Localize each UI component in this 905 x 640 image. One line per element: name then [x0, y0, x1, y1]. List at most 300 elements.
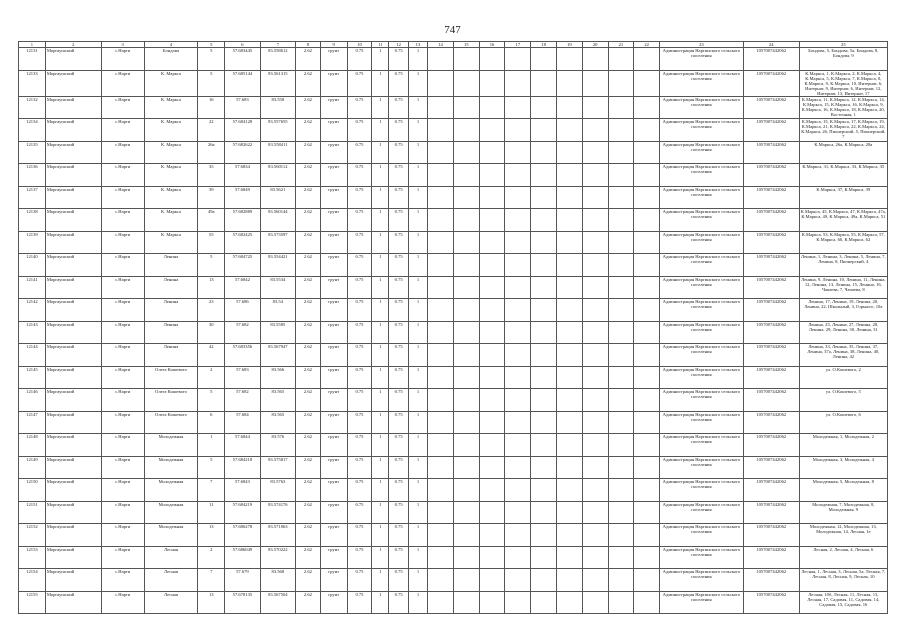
empty-cell — [479, 119, 505, 142]
volume-cell: 0.75 — [347, 479, 372, 502]
empty-cell — [505, 321, 531, 344]
frequency-cell: 1 — [408, 96, 427, 119]
empty-cell — [531, 569, 557, 592]
longitude-cell: 83.568 — [260, 569, 295, 592]
street-cell: Молодежная — [144, 434, 198, 457]
street-cell: Олега Кошевого — [144, 366, 198, 389]
surface-cell: грунт — [320, 344, 347, 367]
district-cell: Моргаушский — [45, 119, 101, 142]
empty-cell — [556, 546, 582, 569]
volume-cell: 0.75 — [347, 299, 372, 322]
empty-cell — [531, 479, 557, 502]
area-cell: 2.62 — [296, 344, 321, 367]
empty-cell — [531, 411, 557, 434]
volume-cell: 0.75 — [347, 164, 372, 187]
empty-cell — [453, 434, 479, 457]
district-cell: Моргаушский — [45, 501, 101, 524]
frequency-cell: 1 — [408, 569, 427, 592]
volume-cell: 0.75 — [347, 254, 372, 277]
empty-cell — [608, 164, 634, 187]
house-cell: 22 — [198, 119, 225, 142]
district-cell: Моргаушский — [45, 344, 101, 367]
empty-cell — [608, 456, 634, 479]
area-cell: 2.62 — [296, 456, 321, 479]
empty-cell — [556, 70, 582, 96]
empty-cell — [428, 344, 454, 367]
empty-cell — [479, 501, 505, 524]
empty-cell — [428, 70, 454, 96]
empty-cell — [428, 501, 454, 524]
organization-cell: Администрация Наргинского сельского поселения — [660, 276, 744, 299]
empty-cell — [505, 501, 531, 524]
empty-cell — [608, 48, 634, 71]
house-cell: 1 — [198, 434, 225, 457]
empty-cell — [531, 254, 557, 277]
served-addresses-cell: К.Маркса, 1, К.Маркса, 2, К.Маркса, 4, К.Маркса, 5, К.Маркса, 7, К.Маркса, 8, К.Маркса, 9, К.Маркса, 10, Интернат, 6, Интернат, 9, Интернат, 6, Интернат, 12, Интернат, 13, Интернат, 17 — [799, 70, 887, 96]
table-row — [19, 164, 888, 187]
empty-cell — [608, 389, 634, 412]
empty-cell — [428, 231, 454, 254]
organization-cell: Администрация Наргинского сельского поселения — [660, 254, 744, 277]
served-addresses-cell: К.Маркса, 15, К.Маркса, 17, К.Маркса, 19, К.Маркса, 21, К.Маркса, 22, К.Маркса, 24, К.Маркса, 26, Пионерский, 5, Пионерский, 7 — [799, 119, 887, 142]
district-cell: Моргаушский — [45, 524, 101, 547]
empty-cell — [428, 209, 454, 232]
column-header: 1 — [19, 42, 46, 48]
table-row — [19, 186, 888, 209]
district-cell: Моргаушский — [45, 254, 101, 277]
empty-cell — [505, 231, 531, 254]
district-cell: Моргаушский — [45, 321, 101, 344]
table-row — [19, 276, 888, 299]
container-count-cell: 1 — [372, 254, 389, 277]
surface-cell: грунт — [320, 434, 347, 457]
settlement-cell: с.Нарги — [101, 344, 144, 367]
area-cell: 2.62 — [296, 366, 321, 389]
settlement-cell: с.Нарги — [101, 70, 144, 96]
container-count-cell: 1 — [372, 456, 389, 479]
container-count-cell: 1 — [372, 344, 389, 367]
settlement-cell: с.Нарги — [101, 141, 144, 164]
ogrn-cell: 1057007442062 — [743, 321, 799, 344]
longitude-cell: 83.557655 — [260, 119, 295, 142]
empty-cell — [479, 524, 505, 547]
table-row — [19, 434, 888, 457]
empty-cell — [556, 119, 582, 142]
container-volume-cell: 0.75 — [389, 434, 408, 457]
latitude-cell: 57.682425 — [225, 231, 260, 254]
house-cell: 13 — [198, 276, 225, 299]
latitude-cell: 57.6849 — [225, 186, 260, 209]
frequency-cell: 1 — [408, 70, 427, 96]
house-cell: 39 — [198, 186, 225, 209]
empty-cell — [531, 209, 557, 232]
empty-cell — [608, 96, 634, 119]
volume-cell: 0.75 — [347, 411, 372, 434]
ogrn-cell: 1057007442062 — [743, 546, 799, 569]
empty-cell — [428, 96, 454, 119]
empty-cell — [634, 254, 660, 277]
column-header: 7 — [260, 42, 295, 48]
house-cell: 7 — [198, 479, 225, 502]
empty-cell — [556, 389, 582, 412]
latitude-cell: 57.684219 — [225, 501, 260, 524]
empty-cell — [582, 141, 608, 164]
house-cell: 16 — [198, 96, 225, 119]
settlement-cell: с.Нарги — [101, 231, 144, 254]
container-count-cell: 1 — [372, 276, 389, 299]
empty-cell — [608, 231, 634, 254]
empty-cell — [556, 479, 582, 502]
empty-cell — [531, 299, 557, 322]
house-cell: 55 — [198, 231, 225, 254]
empty-cell — [582, 48, 608, 71]
empty-cell — [582, 479, 608, 502]
settlement-cell: с.Нарги — [101, 209, 144, 232]
column-header: 19 — [556, 42, 582, 48]
empty-cell — [556, 276, 582, 299]
empty-cell — [479, 299, 505, 322]
longitude-cell: 83.570222 — [260, 546, 295, 569]
longitude-cell: 83.554421 — [260, 254, 295, 277]
empty-cell — [608, 546, 634, 569]
table-row — [19, 524, 888, 547]
container-volume-cell: 0.75 — [389, 276, 408, 299]
empty-cell — [634, 299, 660, 322]
house-cell: 5 — [198, 456, 225, 479]
longitude-cell: 83.5621 — [260, 186, 295, 209]
row-id-cell: 12138 — [19, 209, 46, 232]
row-id-cell: 12140 — [19, 254, 46, 277]
table-row — [19, 389, 888, 412]
frequency-cell: 1 — [408, 186, 427, 209]
empty-cell — [556, 501, 582, 524]
ogrn-cell: 1057007442062 — [743, 119, 799, 142]
district-cell: Моргаушский — [45, 70, 101, 96]
empty-cell — [428, 456, 454, 479]
container-volume-cell: 0.75 — [389, 254, 408, 277]
empty-cell — [634, 96, 660, 119]
row-id-cell: 12155 — [19, 591, 46, 614]
empty-cell — [505, 456, 531, 479]
ogrn-cell: 1057007442062 — [743, 411, 799, 434]
container-volume-cell: 0.75 — [389, 231, 408, 254]
organization-cell: Администрация Наргинского сельского поселения — [660, 591, 744, 614]
empty-cell — [634, 70, 660, 96]
empty-cell — [505, 344, 531, 367]
surface-cell: грунт — [320, 456, 347, 479]
empty-cell — [608, 524, 634, 547]
table-body — [19, 48, 888, 614]
surface-cell: грунт — [320, 96, 347, 119]
row-id-cell: 12139 — [19, 231, 46, 254]
settlement-cell: с.Нарги — [101, 164, 144, 187]
latitude-cell: 57.686049 — [225, 546, 260, 569]
container-count-cell: 1 — [372, 96, 389, 119]
surface-cell: грунт — [320, 186, 347, 209]
organization-cell: Администрация Наргинского сельского поселения — [660, 164, 744, 187]
empty-cell — [582, 434, 608, 457]
ogrn-cell: 1057007442062 — [743, 164, 799, 187]
registry-table — [18, 41, 888, 614]
empty-cell — [505, 209, 531, 232]
empty-cell — [479, 231, 505, 254]
empty-cell — [556, 254, 582, 277]
empty-cell — [634, 119, 660, 142]
frequency-cell: 1 — [408, 48, 427, 71]
container-volume-cell: 0.75 — [389, 186, 408, 209]
empty-cell — [608, 70, 634, 96]
ogrn-cell: 1057007442062 — [743, 524, 799, 547]
organization-cell: Администрация Наргинского сельского поселения — [660, 141, 744, 164]
empty-cell — [479, 321, 505, 344]
empty-cell — [582, 389, 608, 412]
empty-cell — [556, 321, 582, 344]
table-row — [19, 501, 888, 524]
empty-cell — [634, 321, 660, 344]
settlement-cell: с.Нарги — [101, 389, 144, 412]
settlement-cell: с.Нарги — [101, 119, 144, 142]
district-cell: Моргаушский — [45, 546, 101, 569]
row-id-cell: 12134 — [19, 119, 46, 142]
area-cell: 2.62 — [296, 254, 321, 277]
served-addresses-cell: К.Маркса, 31, К.Маркса, 33, К.Маркса, 35 — [799, 164, 887, 187]
container-volume-cell: 0.75 — [389, 389, 408, 412]
table-row — [19, 299, 888, 322]
ogrn-cell: 1057007442062 — [743, 48, 799, 71]
area-cell: 2.62 — [296, 96, 321, 119]
column-header: 17 — [505, 42, 531, 48]
longitude-cell: 83.561315 — [260, 70, 295, 96]
empty-cell — [531, 456, 557, 479]
frequency-cell: 1 — [408, 591, 427, 614]
row-id-cell: 12137 — [19, 186, 46, 209]
served-addresses-cell: Молодежная, 1, Молодежная, 2 — [799, 434, 887, 457]
served-addresses-cell: К.Маркса, 37, К.Маркса, 39 — [799, 186, 887, 209]
organization-cell: Администрация Наргинского сельского поселения — [660, 434, 744, 457]
empty-cell — [428, 276, 454, 299]
empty-cell — [634, 48, 660, 71]
column-header: 18 — [531, 42, 557, 48]
empty-cell — [608, 434, 634, 457]
column-header: 15 — [453, 42, 479, 48]
table-row — [19, 411, 888, 434]
latitude-cell: 57.684725 — [225, 254, 260, 277]
served-addresses-cell: Ленина, 33, Ленина, 35, Ленина, 37, Ленина, 37а, Ленина, 38, Ленина, 40, Ленина, 42 — [799, 344, 887, 367]
surface-cell: грунт — [320, 141, 347, 164]
served-addresses-cell: Ленина, 1, Ленина, 3, Ленина, 5, Ленина, 7, Ленина, 8, Пионерский, 4 — [799, 254, 887, 277]
district-cell: Моргаушский — [45, 186, 101, 209]
longitude-cell: 83.5585 — [260, 321, 295, 344]
container-count-cell: 1 — [372, 186, 389, 209]
table-row — [19, 70, 888, 96]
row-id-cell: 12153 — [19, 546, 46, 569]
house-cell: 30 — [198, 321, 225, 344]
empty-cell — [428, 119, 454, 142]
longitude-cell: 83.573597 — [260, 231, 295, 254]
column-header: 20 — [582, 42, 608, 48]
empty-cell — [582, 231, 608, 254]
ogrn-cell: 1057007442062 — [743, 344, 799, 367]
empty-cell — [453, 591, 479, 614]
empty-cell — [428, 254, 454, 277]
surface-cell: грунт — [320, 524, 347, 547]
container-volume-cell: 0.75 — [389, 209, 408, 232]
column-header: 13 — [408, 42, 427, 48]
column-header: 14 — [428, 42, 454, 48]
empty-cell — [556, 164, 582, 187]
surface-cell: грунт — [320, 479, 347, 502]
empty-cell — [634, 569, 660, 592]
area-cell: 2.62 — [296, 231, 321, 254]
empty-cell — [582, 501, 608, 524]
empty-cell — [531, 389, 557, 412]
column-header: 24 — [743, 42, 799, 48]
longitude-cell: 83.571063 — [260, 524, 295, 547]
latitude-cell: 57.686278 — [225, 524, 260, 547]
empty-cell — [479, 344, 505, 367]
served-addresses-cell: Бондова, 5, Бондова, 5а, Бондова, 8, Бондова, 9 — [799, 48, 887, 71]
container-volume-cell: 0.75 — [389, 479, 408, 502]
empty-cell — [608, 321, 634, 344]
ogrn-cell: 1057007442062 — [743, 209, 799, 232]
empty-cell — [556, 344, 582, 367]
street-cell: К. Маркса — [144, 186, 198, 209]
served-addresses-cell: ул. О.Кошевого, 6 — [799, 411, 887, 434]
ogrn-cell: 1057007442062 — [743, 276, 799, 299]
row-id-cell: 12147 — [19, 411, 46, 434]
volume-cell: 0.75 — [347, 366, 372, 389]
empty-cell — [531, 164, 557, 187]
row-id-cell: 12142 — [19, 299, 46, 322]
empty-cell — [531, 96, 557, 119]
empty-cell — [453, 254, 479, 277]
empty-cell — [479, 389, 505, 412]
empty-cell — [634, 344, 660, 367]
container-volume-cell: 0.75 — [389, 344, 408, 367]
area-cell: 2.62 — [296, 119, 321, 142]
row-id-cell: 12148 — [19, 434, 46, 457]
organization-cell: Администрация Наргинского сельского поселения — [660, 48, 744, 71]
surface-cell: грунт — [320, 501, 347, 524]
empty-cell — [556, 569, 582, 592]
district-cell: Моргаушский — [45, 231, 101, 254]
surface-cell: грунт — [320, 254, 347, 277]
ogrn-cell: 1057007442062 — [743, 479, 799, 502]
empty-cell — [479, 70, 505, 96]
settlement-cell: с.Нарги — [101, 411, 144, 434]
longitude-cell: 83.558411 — [260, 141, 295, 164]
container-volume-cell: 0.75 — [389, 321, 408, 344]
district-cell: Моргаушский — [45, 164, 101, 187]
settlement-cell: с.Нарги — [101, 96, 144, 119]
organization-cell: Администрация Наргинского сельского поселения — [660, 231, 744, 254]
empty-cell — [556, 231, 582, 254]
empty-cell — [505, 141, 531, 164]
empty-cell — [428, 141, 454, 164]
row-id-cell: 12145 — [19, 366, 46, 389]
surface-cell: грунт — [320, 389, 347, 412]
frequency-cell: 1 — [408, 276, 427, 299]
empty-cell — [428, 299, 454, 322]
empty-cell — [453, 48, 479, 71]
container-count-cell: 1 — [372, 299, 389, 322]
empty-cell — [428, 411, 454, 434]
area-cell: 2.62 — [296, 389, 321, 412]
area-cell: 2.62 — [296, 569, 321, 592]
served-addresses-cell: Молодежная, 5, Молодежная, 8 — [799, 479, 887, 502]
frequency-cell: 1 — [408, 344, 427, 367]
volume-cell: 0.75 — [347, 209, 372, 232]
empty-cell — [582, 276, 608, 299]
table-row — [19, 119, 888, 142]
column-header: 23 — [660, 42, 744, 48]
empty-cell — [582, 591, 608, 614]
empty-cell — [608, 119, 634, 142]
empty-cell — [453, 389, 479, 412]
house-cell: 26а — [198, 141, 225, 164]
settlement-cell: с.Нарги — [101, 366, 144, 389]
empty-cell — [582, 411, 608, 434]
row-id-cell: 12151 — [19, 501, 46, 524]
organization-cell: Администрация Наргинского сельского поселения — [660, 569, 744, 592]
empty-cell — [608, 569, 634, 592]
frequency-cell: 1 — [408, 456, 427, 479]
district-cell: Моргаушский — [45, 141, 101, 164]
empty-cell — [505, 276, 531, 299]
volume-cell: 0.75 — [347, 546, 372, 569]
empty-cell — [428, 164, 454, 187]
surface-cell: грунт — [320, 209, 347, 232]
street-cell: К. Маркса — [144, 141, 198, 164]
empty-cell — [453, 164, 479, 187]
container-count-cell: 1 — [372, 389, 389, 412]
empty-cell — [479, 591, 505, 614]
empty-cell — [634, 501, 660, 524]
empty-cell — [505, 479, 531, 502]
frequency-cell: 1 — [408, 141, 427, 164]
longitude-cell: 83.565 — [260, 389, 295, 412]
served-addresses-cell: Ленина, 25, Ленина, 27, Ленина, 28, Ленина, 29, Ленина, 30, Ленина, 31 — [799, 321, 887, 344]
served-addresses-cell: ул. О.Кошевого, 5 — [799, 389, 887, 412]
empty-cell — [531, 119, 557, 142]
street-cell: Молодежная — [144, 456, 198, 479]
empty-cell — [428, 569, 454, 592]
table-row — [19, 569, 888, 592]
row-id-cell: 12132 — [19, 96, 46, 119]
surface-cell: грунт — [320, 231, 347, 254]
empty-cell — [505, 186, 531, 209]
empty-cell — [608, 299, 634, 322]
surface-cell: грунт — [320, 70, 347, 96]
organization-cell: Администрация Наргинского сельского поселения — [660, 546, 744, 569]
row-id-cell: 12152 — [19, 524, 46, 547]
district-cell: Моргаушский — [45, 389, 101, 412]
surface-cell: грунт — [320, 321, 347, 344]
volume-cell: 0.75 — [347, 186, 372, 209]
organization-cell: Администрация Наргинского сельского поселения — [660, 366, 744, 389]
empty-cell — [505, 411, 531, 434]
column-header: 2 — [45, 42, 101, 48]
container-count-cell: 1 — [372, 209, 389, 232]
column-header: 3 — [101, 42, 144, 48]
empty-cell — [634, 524, 660, 547]
empty-cell — [505, 366, 531, 389]
ogrn-cell: 1057007442062 — [743, 501, 799, 524]
empty-cell — [505, 119, 531, 142]
house-cell: 13 — [198, 591, 225, 614]
house-cell: 2 — [198, 546, 225, 569]
area-cell: 2.62 — [296, 299, 321, 322]
